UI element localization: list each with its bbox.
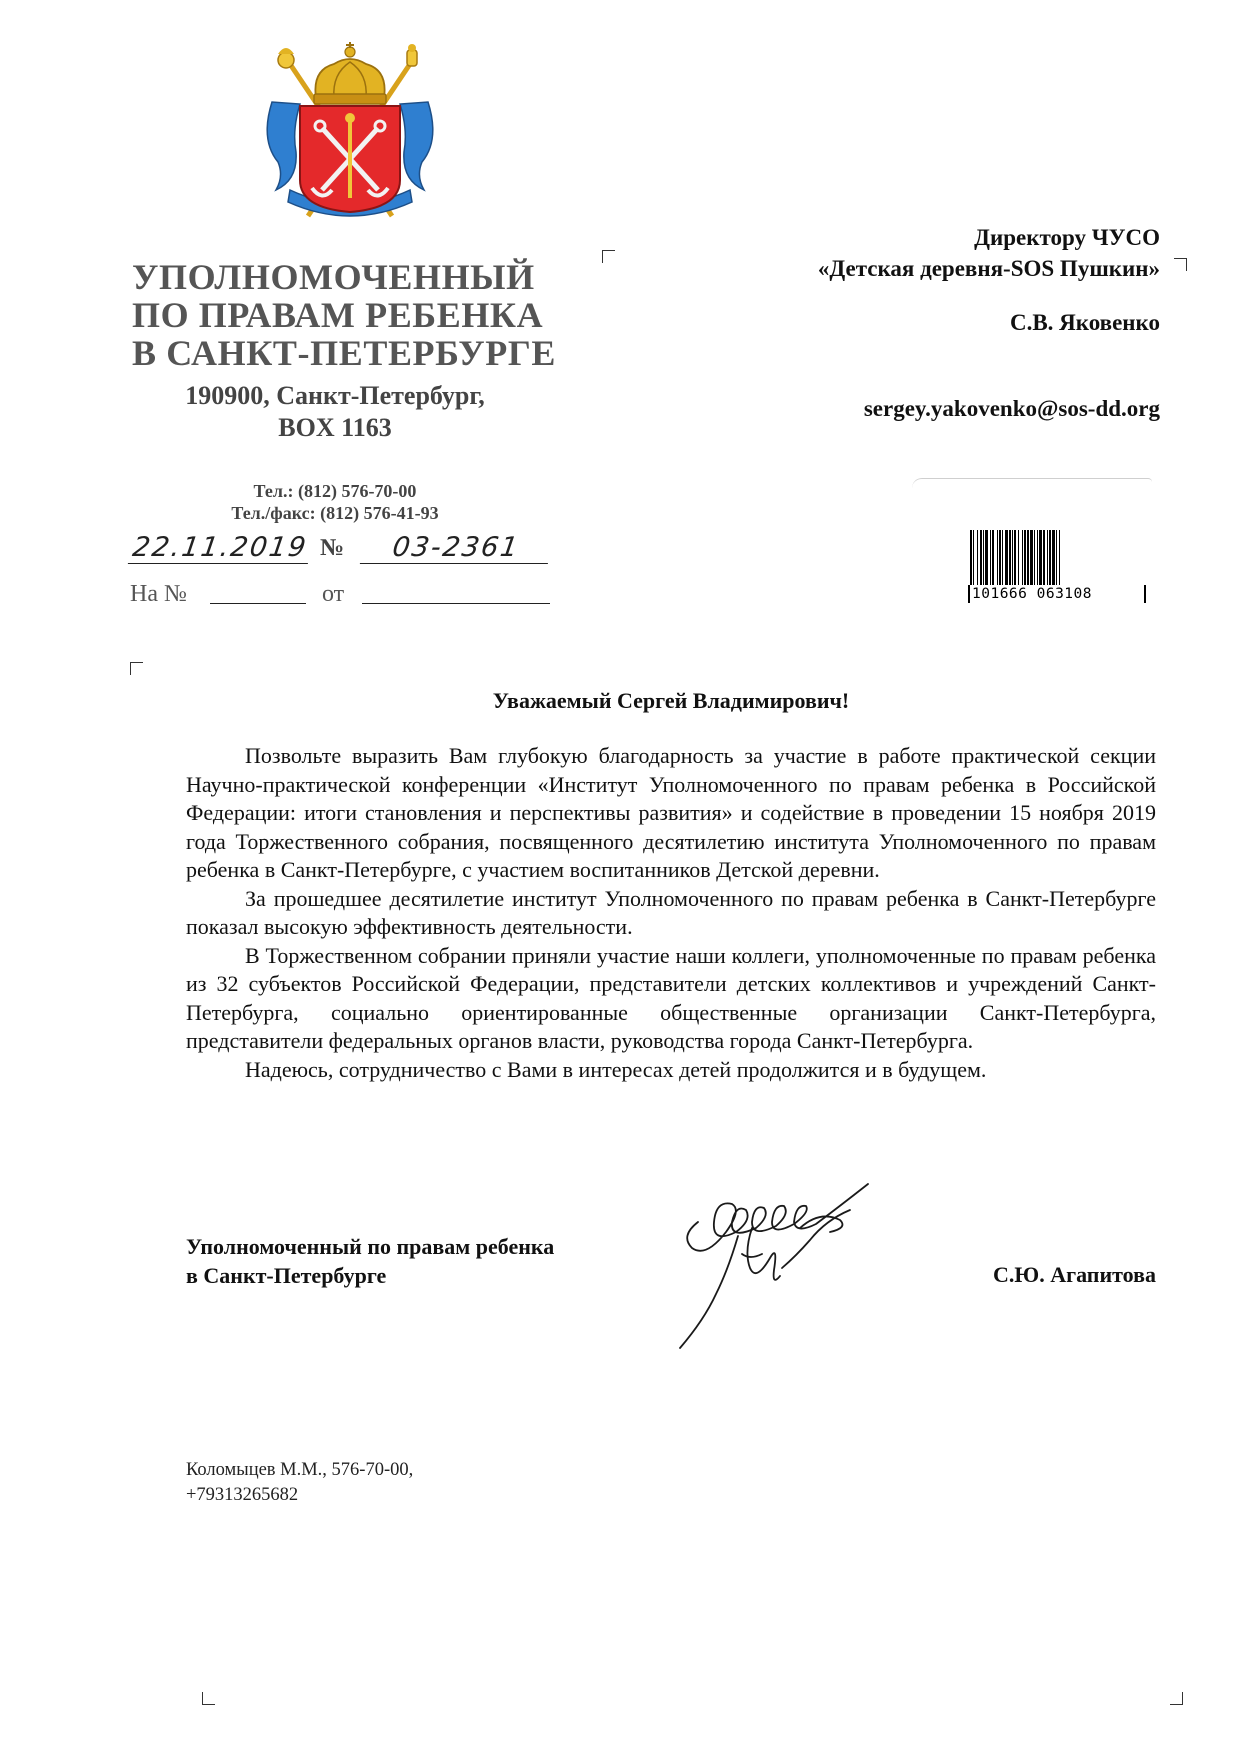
sender-phone: Тел.: (812) 576-70-00 (253, 481, 417, 501)
body-paragraph: В Торжественном собрании приняли участие наши коллеги, уполномоченные по правам ребенка из 32 субъектов Российской Федерации, представители детских коллективов и учреждений Санкт-Петербурга, социально ориентированные общественные организации Санкт-Петербурга, представители федеральных органов власти, руководства города Санкт-Петербурга. (186, 942, 1156, 1053)
text-area-corner (130, 662, 143, 675)
body-paragraph: Надеюсь, сотрудничество с Вами в интересах детей продолжится и в будущем. (245, 1056, 987, 1082)
sender-address (130, 380, 540, 444)
handwritten-signature (670, 1170, 910, 1350)
page-corner-mark (202, 1692, 215, 1705)
addressee-block (680, 222, 1160, 338)
executor-contact (186, 1458, 586, 1507)
reference-number-label: На № (130, 581, 187, 607)
sender-title-line: В САНКТ-ПЕТЕРБУРГЕ (132, 333, 557, 373)
outgoing-number-label: № (320, 535, 345, 561)
addressee-email: sergey.yakovenko@sos-dd.org (863, 396, 1160, 421)
letter-body (186, 742, 1156, 1084)
addressee-organization-line: «Детская деревня-SOS Пушкин» (817, 256, 1160, 281)
sender-organization-title (132, 257, 557, 373)
addressee-position-line: Директору ЧУСО (974, 225, 1160, 250)
page-corner-mark (1170, 1692, 1183, 1705)
executor-phone: +79313265682 (186, 1484, 299, 1505)
address-window-corner (1174, 258, 1187, 271)
address-window-corner (602, 250, 615, 263)
outgoing-registration-row (130, 530, 550, 564)
sender-address-line: BOX 1163 (278, 413, 392, 442)
signatory-position-line: в Санкт-Петербурге (186, 1263, 387, 1288)
reference-from-label: от (322, 581, 345, 607)
signatory-position-line: Уполномоченный по правам ребенка (186, 1234, 555, 1259)
reference-date-blank (362, 603, 550, 604)
sender-title-line: УПОЛНОМОЧЕННЫЙ (132, 257, 535, 297)
body-paragraph: Позвольте выразить Вам глубокую благодарность за участие в работе практической секции Научно-практической конференции «Институт Уполномоченного по правам ребенка в Российской Федерации: итоги становления и перспективы развития» и содействие в проведении 15 ноября 2019 года Торжественного собрания, посвященного десятилетию института Уполномоченного по правам ребенка в Санкт-Петербурге, с участием воспитанников Детской деревни. (186, 743, 1156, 882)
reference-number-blank (210, 603, 306, 604)
sender-address-line: 190900, Санкт-Петербург, (185, 381, 485, 410)
salutation: Уважаемый Сергей Владимирович! (492, 688, 850, 713)
reference-row (130, 576, 550, 610)
sender-fax: Тел./факс: (812) 576-41-93 (231, 503, 439, 523)
barcode-number: 101666 063108 (968, 585, 1146, 603)
sender-phones (130, 480, 540, 524)
signatory-position (186, 1232, 646, 1290)
outgoing-number: 03-2361 (360, 533, 552, 564)
coat-of-arms-emblem (250, 40, 450, 230)
outgoing-date: 22.11.2019 (128, 533, 312, 564)
sender-title-line: ПО ПРАВАМ РЕБЕНКА (132, 295, 544, 335)
body-paragraph: За прошедшее десятилетие институт Уполномоченного по правам ребенка в Санкт-Петербурге показал высокую эффективность деятельности. (186, 885, 1156, 939)
addressee-name: С.В. Яковенко (1009, 310, 1160, 335)
executor-line: Коломыцев М.М., 576-70-00, (186, 1460, 414, 1480)
signatory-name: С.Ю. Агапитова (993, 1262, 1156, 1287)
